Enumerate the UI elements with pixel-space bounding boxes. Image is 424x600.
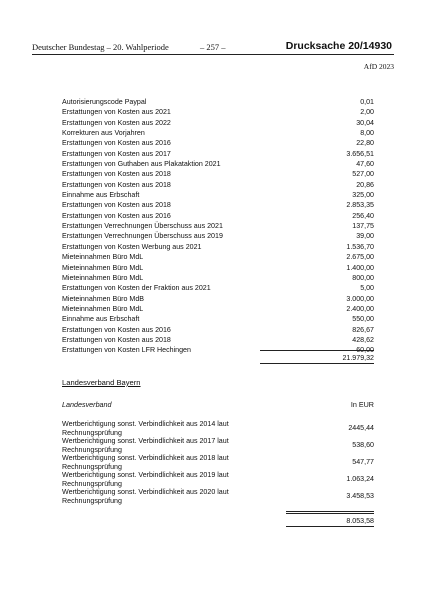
ledger-row-description: Erstattungen Verrechnungen Überschuss aus 2021 — [62, 222, 223, 231]
ledger-row-description: Erstattungen von Kosten aus 2018 — [62, 180, 171, 189]
writeoff-row-amount: 547,77 — [352, 458, 374, 466]
ledger-row — [62, 263, 374, 273]
writeoff-row-description — [62, 488, 272, 505]
ledger-row-amount: 3.656,51 — [346, 149, 374, 158]
writeoff-desc-line1: Wertberichtigung sonst. Verbindlichkeit aus 2014 laut — [62, 420, 229, 428]
ledger-row — [62, 242, 374, 252]
ledger-row-amount: 2.675,00 — [346, 253, 374, 262]
ledger-row — [62, 283, 374, 293]
total-underline — [260, 363, 374, 364]
writeoff-row-amount: 538,60 — [352, 441, 374, 449]
ledger-row-description: Erstattungen von Kosten aus 2017 — [62, 149, 171, 158]
ledger-row — [62, 294, 374, 304]
total-rule — [260, 350, 374, 351]
writeoff-desc-line2: Rechnungsprüfung — [62, 428, 122, 437]
ledger-row-description: Einnahme aus Erbschaft — [62, 191, 140, 200]
ledger-row — [62, 107, 374, 117]
writeoff-desc-line1: Wertberichtigung sonst. Verbindlichkeit aus 2020 laut — [62, 488, 229, 496]
ledger-row-description: Einnahme aus Erbschaft — [62, 315, 140, 324]
ledger-row — [62, 128, 374, 138]
writeoff-row-description — [62, 437, 272, 454]
ledger-row — [62, 211, 374, 221]
ledger-row — [62, 118, 374, 128]
section-subheading: Landesverband — [62, 400, 112, 409]
section-total: 8.053,58 — [346, 517, 374, 525]
ledger-row-amount: 256,40 — [352, 211, 374, 220]
ledger-row-description: Erstattungen von Kosten aus 2018 — [62, 335, 171, 344]
ledger-row-amount: 39,00 — [356, 232, 374, 241]
ledger-row-description: Erstattungen von Kosten der Fraktion aus 2021 — [62, 284, 211, 293]
page-number: – 257 – — [200, 42, 226, 52]
income-ledger — [62, 97, 374, 356]
ledger-row-amount: 20,86 — [356, 180, 374, 189]
ledger-row-description: Korrekturen aus Vorjahren — [62, 129, 145, 138]
writeoff-desc-line1: Wertberichtigung sonst. Verbindlichkeit aus 2019 laut — [62, 471, 229, 479]
writeoff-desc-line2: Rechnungsprüfung — [62, 462, 122, 471]
ledger-row-amount: 428,62 — [352, 335, 374, 344]
source-note: AfD 2023 — [363, 62, 394, 71]
ledger-row — [62, 190, 374, 200]
ledger-row-amount: 2.400,00 — [346, 304, 374, 313]
ledger-row-description: Erstattungen von Kosten aus 2022 — [62, 118, 171, 127]
writeoff-desc-line1: Wertberichtigung sonst. Verbindlichkeit aus 2017 laut — [62, 437, 229, 445]
writeoff-row — [62, 471, 374, 489]
ledger-row-description: Autorisierungscode Paypal — [62, 98, 147, 106]
ledger-row-description: Erstattungen von Guthaben aus Plakataktion 2021 — [62, 160, 221, 169]
ledger-row — [62, 231, 374, 241]
ledger-row — [62, 325, 374, 335]
ledger-row — [62, 97, 374, 107]
ledger-row — [62, 335, 374, 345]
ledger-row-description: Erstattungen von Kosten aus 2021 — [62, 108, 171, 117]
writeoff-row-amount: 3.458,53 — [346, 492, 374, 500]
ledger-row-description: Mieteinnahmen Büro MdB — [62, 294, 145, 303]
ledger-row — [62, 252, 374, 262]
ledger-row-description: Mieteinnahmen Büro MdL — [62, 273, 144, 282]
writeoff-row — [62, 454, 374, 472]
ledger-row-amount: 3.000,00 — [346, 294, 374, 303]
ledger-row-description: Erstattungen von Kosten aus 2016 — [62, 211, 171, 220]
ledger-row-amount: 550,00 — [352, 315, 374, 324]
ledger-row-description: Erstattungen von Kosten aus 2016 — [62, 325, 171, 334]
header-divider — [32, 54, 394, 55]
ledger-row-amount: 30,04 — [356, 118, 374, 127]
ledger-row-description: Erstattungen von Kosten aus 2018 — [62, 170, 171, 179]
ledger-row — [62, 200, 374, 210]
ledger-row-amount: 2.853,35 — [346, 201, 374, 210]
ledger-row-description: Mieteinnahmen Büro MdL — [62, 263, 144, 272]
ledger-row-description: Erstattungen von Kosten aus 2018 — [62, 201, 171, 210]
ledger-row-amount: 800,00 — [352, 273, 374, 282]
writeoff-desc-line2: Rechnungsprüfung — [62, 479, 122, 488]
ledger-row — [62, 273, 374, 283]
ledger-row-amount: 47,60 — [356, 160, 374, 169]
ledger-row-amount: 826,67 — [352, 325, 374, 334]
ledger-row — [62, 159, 374, 169]
ledger-row — [62, 138, 374, 148]
ledger-row-description: Erstattungen von Kosten Werbung aus 2021 — [62, 242, 202, 251]
total-rule-double — [286, 513, 374, 514]
ledger-row — [62, 304, 374, 314]
ledger-row — [62, 221, 374, 231]
writeoff-row-amount: 1.063,24 — [346, 475, 374, 483]
total-underline — [286, 526, 374, 527]
writeoff-row-description — [62, 471, 272, 488]
page-header — [32, 40, 392, 54]
ledger-row — [62, 314, 374, 324]
ledger-row-amount: 8,00 — [360, 129, 374, 138]
ledger-row-amount: 60,00 — [356, 346, 374, 355]
currency-label: In EUR — [350, 400, 374, 409]
parliament-term-label: Deutscher Bundestag – 20. Wahlperiode — [32, 42, 169, 52]
writeoff-row-amount: 2445,44 — [348, 424, 374, 432]
ledger-row-amount: 1.536,70 — [346, 242, 374, 251]
ledger-row-description: Mieteinnahmen Büro MdL — [62, 253, 144, 262]
writeoff-row-description — [62, 420, 272, 437]
writeoff-row-description — [62, 454, 272, 471]
ledger-row-description: Erstattungen Verrechnungen Überschuss aus 2019 — [62, 232, 223, 241]
writeoff-desc-line2: Rechnungsprüfung — [62, 445, 122, 454]
ledger-row-amount: 137,75 — [352, 222, 374, 231]
ledger-total: 21.979,32 — [342, 354, 374, 362]
ledger-row — [62, 180, 374, 190]
ledger-row-amount: 22,80 — [356, 139, 374, 148]
ledger-row-amount: 2,00 — [360, 108, 374, 117]
writeoff-desc-line1: Wertberichtigung sonst. Verbindlichkeit aus 2018 laut — [62, 454, 229, 462]
ledger-row-description: Erstattungen von Kosten LFR Hechingen — [62, 346, 191, 355]
ledger-row — [62, 149, 374, 159]
writeoff-row — [62, 488, 374, 506]
ledger-row-amount: 527,00 — [352, 170, 374, 179]
ledger-row-amount: 0,01 — [360, 98, 374, 106]
ledger-row — [62, 169, 374, 179]
ledger-row-amount: 5,00 — [360, 284, 374, 293]
writeoff-row — [62, 437, 374, 455]
section-title: Landesverband Bayern — [62, 378, 141, 387]
document-number: Drucksache 20/14930 — [285, 40, 392, 52]
total-rule — [286, 511, 374, 512]
ledger-row-amount: 1.400,00 — [346, 263, 374, 272]
ledger-row-amount: 325,00 — [352, 191, 374, 200]
writeoff-desc-line2: Rechnungsprüfung — [62, 496, 122, 505]
writeoff-row — [62, 420, 374, 438]
ledger-row-description: Erstattungen von Kosten aus 2016 — [62, 139, 171, 148]
ledger-row-description: Mieteinnahmen Büro MdL — [62, 304, 144, 313]
